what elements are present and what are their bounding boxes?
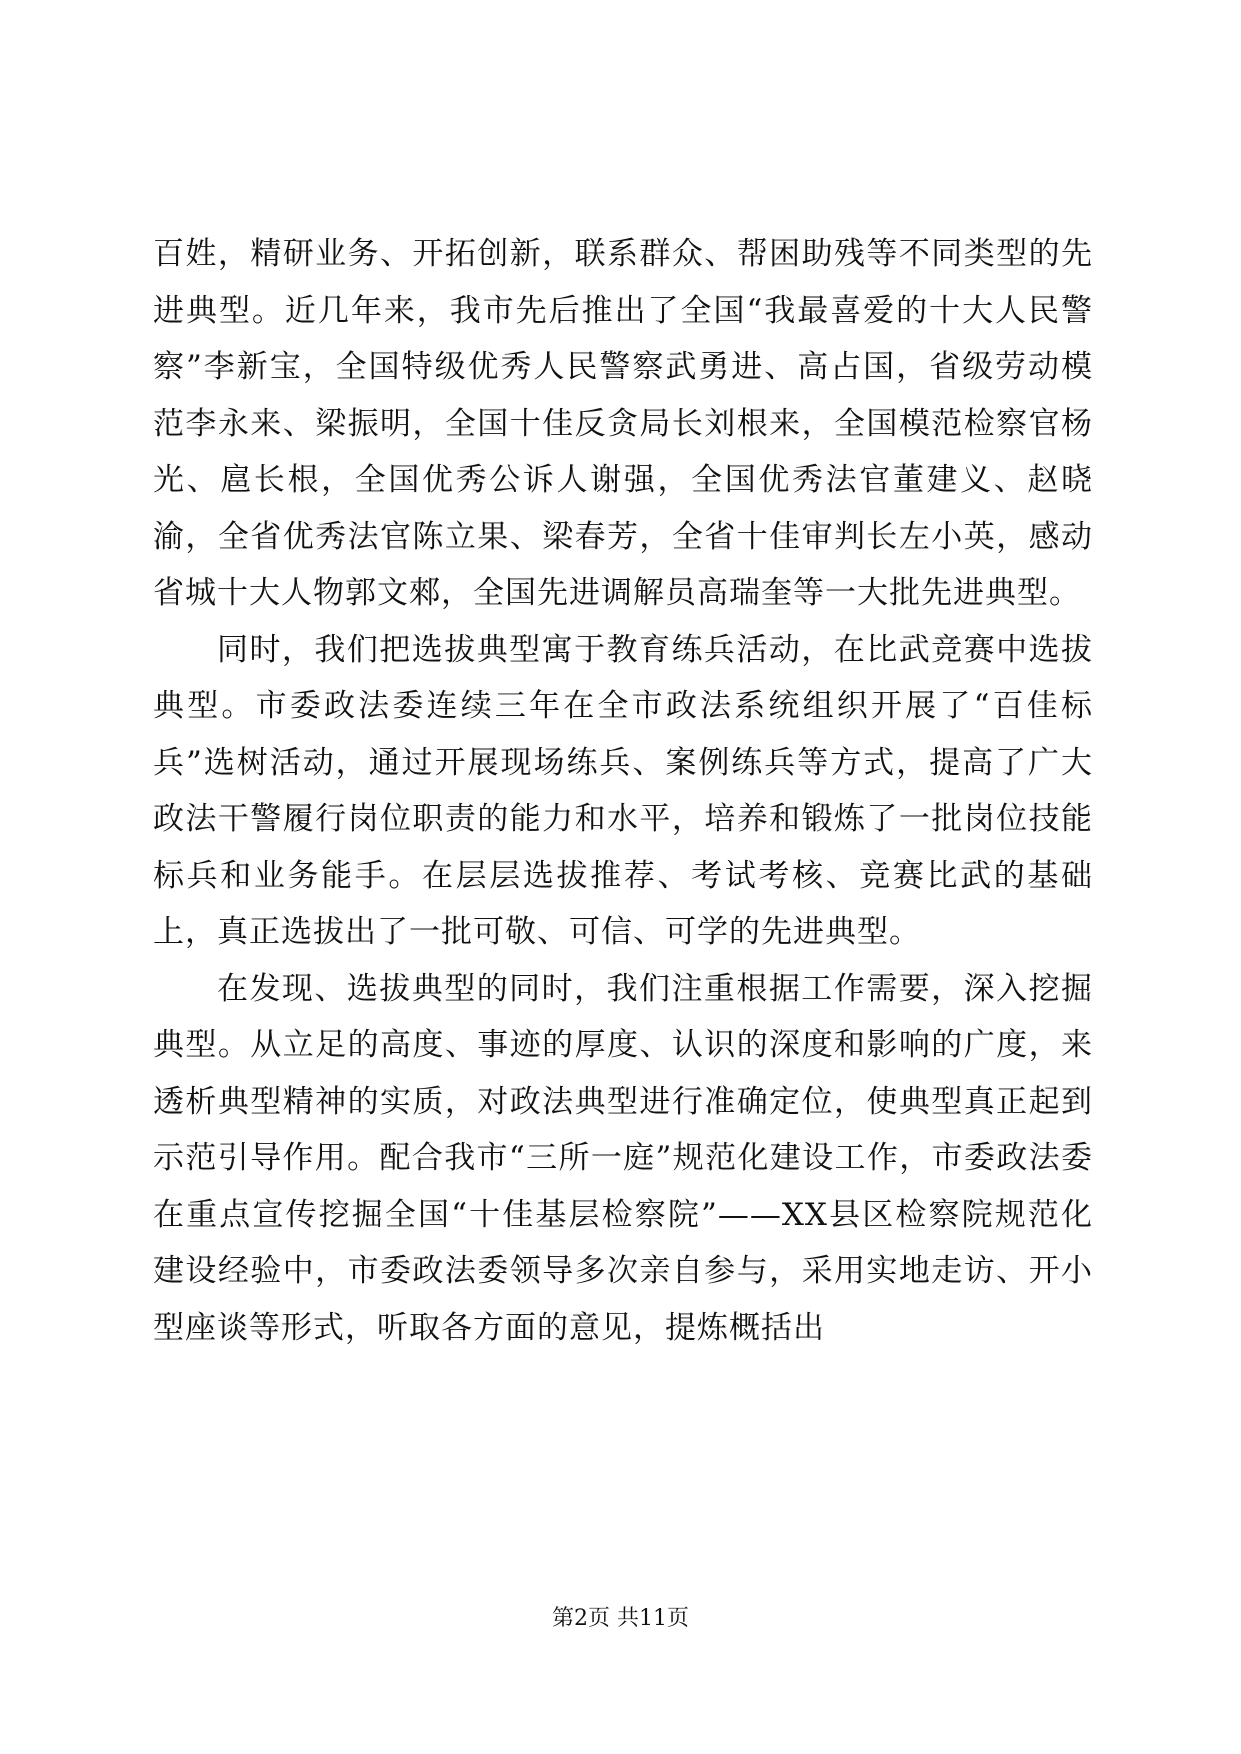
document-body	[153, 226, 1093, 1356]
paragraph: 同时，我们把选拔典型寓于教育练兵活动，在比武竞赛中选拔典型。市委政法委连续三年在全市政法系统组织开展了“百佳标兵”选树活动，通过开展现场练兵、案例练兵等方式，提高了广大政法干警履行岗位职责的能力和水平，培养和锻炼了一批岗位技能标兵和业务能手。在层层选拔推荐、考试考核、竞赛比武的基础上，真正选拔出了一批可敬、可信、可学的先进典型。	[153, 631, 1093, 950]
paragraph: 在发现、选拔典型的同时，我们注重根据工作需要，深入挖掘典型。从立足的高度、事迹的厚度、认识的深度和影响的广度，来透析典型精神的实质，对政法典型进行准确定位，使典型真正起到示范引导作用。配合我市“三所一庭”规范化建设工作，市委政法委在重点宣传挖掘全国“十佳基层检察院”——XX县区检察院规范化建设经验中，市委政法委领导多次亲自参与，采用实地走访、开小型座谈等形式，听取各方面的意见，提炼概括出	[153, 970, 1093, 1346]
paragraph-continued: 百姓，精研业务、开拓创新，联系群众、帮困助残等不同类型的先进典型。近几年来，我市先后推出了全国“我最喜爱的十大人民警察”李新宝，全国特级优秀人民警察武勇进、高占国，省级劳动模范李永来、梁振明，全国十佳反贪局长刘根来，全国模范检察官杨光、扈长根，全国优秀公诉人谢强，全国优秀法官董建义、赵晓渝，全省优秀法官陈立果、梁春芳，全省十佳审判长左小英，感动省城十大人物郭文郲，全国先进调解员高瑞奎等一大批先进典型。	[153, 236, 1093, 611]
page-footer: 第2页 共11页	[552, 1606, 689, 1631]
